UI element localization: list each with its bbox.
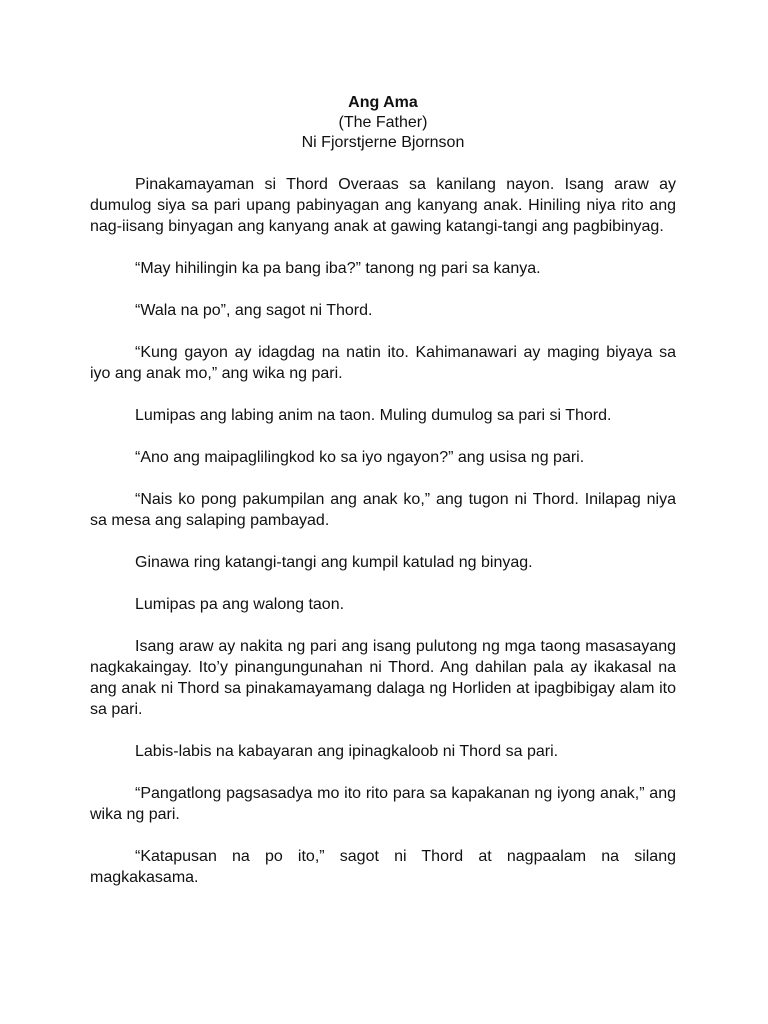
paragraph: Ginawa ring katangi-tangi ang kumpil katulad ng binyag.	[135, 554, 533, 571]
paragraph: “Nais ko pong pakumpilan ang anak ko,” ang tugon ni Thord. Inilapag niya sa mesa ang salaping pambayad.	[90, 491, 676, 529]
story-author: Ni Fjorstjerne Bjornson	[301, 134, 465, 151]
paragraph: “May hihilingin ka pa bang iba?” tanong ng pari sa kanya.	[135, 260, 541, 277]
paragraph: “Kung gayon ay idagdag na natin ito. Kahimanawari ay maging biyaya sa iyo ang anak mo,” ang wika ng pari.	[90, 344, 676, 382]
story-title: Ang Ama	[348, 94, 418, 111]
paragraph: Isang araw ay nakita ng pari ang isang pulutong ng mga taong masasayang nagkakaingay. Ito’y pinangungunahan ni Thord. Ang dahilan pala ay ikakasal na ang anak ni Thord sa pinakamayamang dalaga ng Horliden at ipagbibigay alam ito sa pari.	[90, 638, 676, 718]
paragraph: “Ano ang maipaglilingkod ko sa iyo ngayon?” ang usisa ng pari.	[135, 449, 585, 466]
paragraph: Lumipas pa ang walong taon.	[135, 596, 345, 613]
paragraph: Lumipas ang labing anim na taon. Muling dumulog sa pari si Thord.	[135, 407, 612, 424]
document-page	[90, 93, 676, 909]
title-block	[90, 93, 676, 153]
paragraph: “Pangatlong pagsasadya mo ito rito para sa kapakanan ng iyong anak,” ang wika ng pari.	[90, 785, 676, 823]
paragraph: Pinakamayaman si Thord Overaas sa kanilang nayon. Isang araw ay dumulog siya sa pari upang pabinyagan ang kanyang anak. Hiniling niya rito ang nag-iisang binyagan ang kanyang anak at gawing katangi-tangi ang pagbibinyag.	[90, 176, 676, 235]
story-subtitle: (The Father)	[338, 114, 428, 131]
paragraph: “Katapusan na po ito,” sagot ni Thord at nagpaalam na silang magkakasama.	[90, 848, 676, 886]
story-body	[90, 174, 676, 888]
paragraph: “Wala na po”, ang sagot ni Thord.	[135, 302, 373, 319]
paragraph: Labis-labis na kabayaran ang ipinagkaloob ni Thord sa pari.	[135, 743, 559, 760]
